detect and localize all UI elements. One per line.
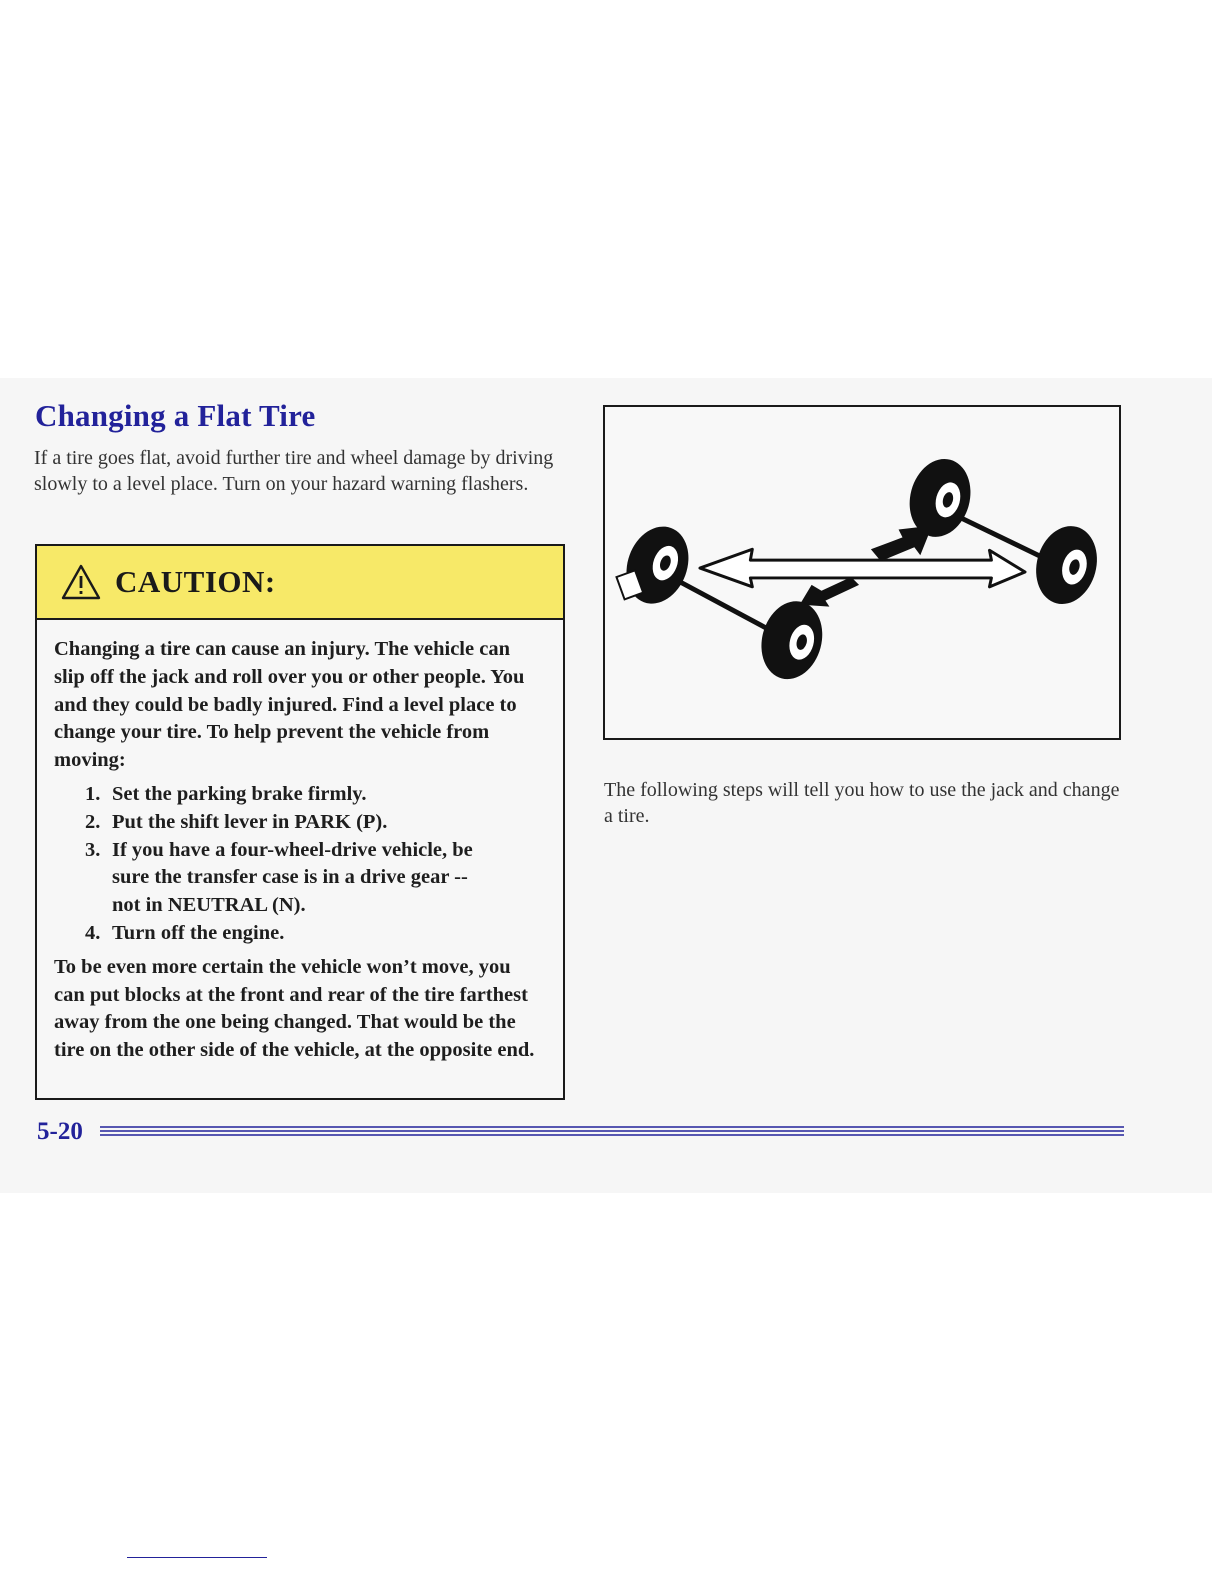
step-text: Set the parking brake firmly. [112,782,367,805]
step-number: 1. [85,782,101,805]
section-heading: Changing a Flat Tire [35,398,316,433]
tire-front-right [753,594,831,686]
tire-diagram-figure [603,405,1121,740]
steps-intro-paragraph: The following steps will tell you how to use the jack and change a tire. [604,779,1120,827]
list-item [85,837,545,920]
bottom-divider [127,1557,267,1558]
step-text: Put the shift lever in PARK (P). [112,810,388,833]
tire-front-left [616,518,699,613]
list-item [85,920,545,948]
footer-rule [100,1124,1124,1140]
warning-triangle-icon [61,564,101,600]
long-arrow [700,549,1025,587]
step-number: 4. [85,921,101,944]
caution-title: CAUTION: [115,564,276,599]
caution-paragraph-2: To be even more certain the vehicle won’t move, you can put blocks at the front and rear of the tire farthest away from the one being changed. That would be the tire on the other side of the vehicle, at the opposite end. [54,955,535,1062]
caution-steps-list [54,781,545,948]
tire-rear-right [1028,519,1106,611]
list-item [85,781,545,809]
list-item [85,809,545,837]
step-text: Turn off the engine. [112,921,285,944]
page-number: 5-20 [37,1118,83,1145]
caution-body [37,620,563,1065]
caution-header [37,546,563,620]
caution-box [35,544,565,1100]
arrow-down-left [800,577,859,607]
caution-paragraph-1: Changing a tire can cause an injury. The vehicle can slip off the jack and roll over you or other people. You and they could be badly injured. Find a level place to change your tire. To help prevent the vehicle from moving: [54,638,525,772]
step-number: 3. [85,838,101,861]
tire-diagram [605,407,1119,738]
step-text: If you have a four-wheel-drive vehicle, be sure the transfer case is in a drive gear -- not in NEUTRAL (N). [112,838,473,917]
intro-paragraph: If a tire goes flat, avoid further tire and wheel damage by driving slowly to a level place. Turn on your hazard warning flashers. [34,447,554,495]
step-number: 2. [85,810,101,833]
